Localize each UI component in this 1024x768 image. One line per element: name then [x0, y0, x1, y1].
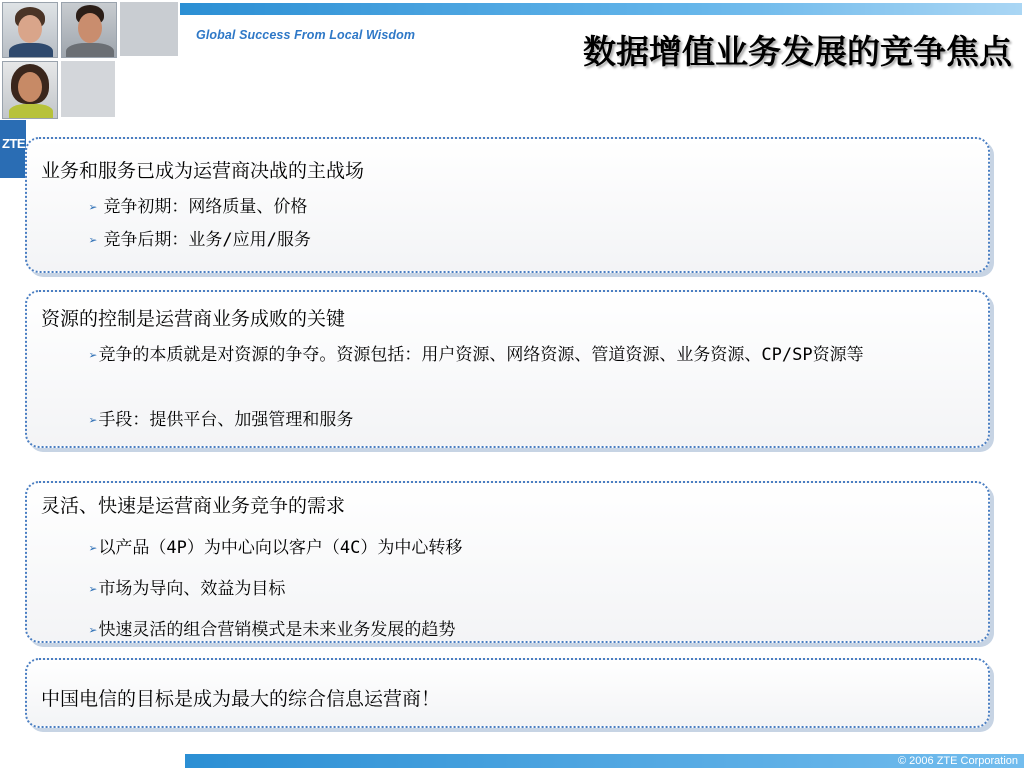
arrow-bullet-icon: ➢: [89, 582, 98, 598]
panel-heading: 中国电信的目标是成为最大的综合信息运营商！: [41, 688, 441, 710]
panel-service-battlefield: [25, 137, 990, 273]
arrow-bullet-icon: ➢: [89, 348, 98, 364]
arrow-bullet-icon: ➢: [89, 200, 98, 216]
list-item-text: 市场为导向、效益为目标: [98, 579, 286, 599]
list-item: [89, 225, 311, 250]
list-item: [89, 192, 307, 217]
arrow-bullet-icon: ➢: [89, 541, 98, 557]
copyright-text: © 2006 ZTE Corporation: [898, 755, 1018, 767]
list-item-text: 竞争后期：业务/应用/服务: [103, 230, 311, 250]
header-accent-bar: [180, 3, 1022, 15]
panel-heading: 资源的控制是运营商业务成败的关键: [41, 308, 346, 330]
panel-goal-statement: [25, 658, 990, 728]
header-grey-block-1: [120, 2, 178, 56]
header-photo-woman: [2, 61, 58, 119]
arrow-bullet-icon: ➢: [89, 233, 98, 249]
list-item: [89, 615, 455, 640]
arrow-bullet-icon: ➢: [89, 623, 98, 639]
panel-flexibility-demand: [25, 481, 990, 643]
panel-heading: 业务和服务已成为运营商决战的主战场: [41, 160, 365, 182]
company-tagline: Global Success From Local Wisdom: [196, 28, 416, 42]
arrow-bullet-icon: ➢: [89, 413, 98, 429]
zte-logo-text: ZTE: [2, 136, 26, 151]
header-photo-man-2: [61, 2, 117, 58]
panel-resource-control: [25, 290, 990, 448]
list-item: [89, 405, 353, 430]
list-item: [89, 574, 285, 599]
panel-heading: 灵活、快速是运营商业务竞争的需求: [41, 495, 346, 517]
list-item-text: 以产品（4P）为中心向以客户（4C）为中心转移: [98, 538, 463, 558]
header-photo-man-1: [2, 2, 58, 58]
list-item: [89, 533, 462, 558]
header-grey-block-2: [61, 61, 115, 117]
list-item: [89, 343, 989, 368]
list-item-text: 竞争的本质就是对资源的争夺。资源包括：用户资源、网络资源、管道资源、业务资源、CP/SP资源等: [98, 345, 864, 365]
list-item-text: 手段：提供平台、加强管理和服务: [98, 410, 354, 430]
list-item-text: 竞争初期：网络质量、价格: [103, 197, 308, 217]
list-item-text: 快速灵活的组合营销模式是未来业务发展的趋势: [98, 620, 456, 640]
page-title: 数据增值业务发展的竞争焦点: [583, 32, 1012, 71]
